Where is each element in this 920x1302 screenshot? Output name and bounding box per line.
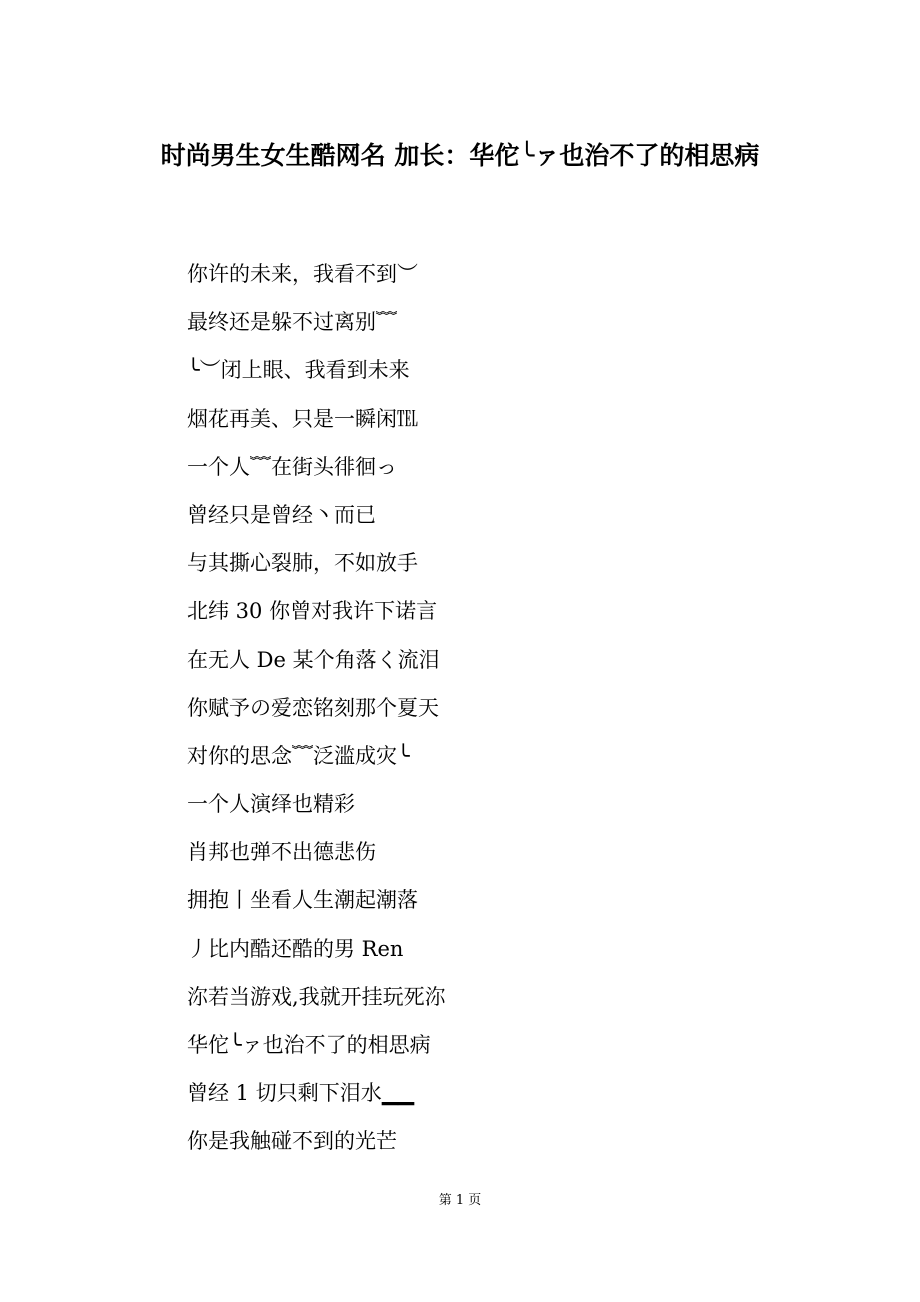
list-item: 对你的思念﹌泛滥成灾╰ — [187, 743, 410, 768]
list-item: 沵若当游戏,我就开挂玩死沵 — [187, 984, 446, 1009]
list-item: 肖邦也弹不出德悲伤 — [187, 840, 376, 865]
list-item: 曾经 1 切只剩下泪水▁▁ — [187, 1081, 415, 1106]
list-item: ╰︶闭上眼、我看到未来 — [187, 358, 410, 383]
list-item: 你赋予の爱恋铭刻那个夏天 — [187, 695, 439, 720]
list-item: 丿比内酷还酷的男 Ren — [187, 936, 404, 961]
list-item: 在无人 De 某个角落く流泪 — [187, 647, 440, 672]
list-item: 拥抱丨坐看人生潮起潮落 — [187, 888, 418, 913]
list-item: 最终还是躲不过离别﹌ — [187, 310, 397, 335]
document-title: 时尚男生女生酷网名 加长：华佗╰ァ也治不了的相思病 — [160, 141, 760, 170]
list-item: 华佗╰ァ也治不了的相思病 — [187, 1033, 431, 1057]
list-item: 一个人﹌在街头徘徊っ — [187, 454, 397, 479]
list-item: 你许的未来，我看不到︶ — [187, 262, 418, 286]
nickname-list — [187, 250, 446, 1166]
list-item: 一个人演绎也精彩 — [187, 792, 355, 817]
list-item: 曾经只是曾经丶而已 — [187, 502, 376, 527]
list-item: 你是我触碰不到的光芒 — [187, 1129, 397, 1154]
list-item: 烟花再美、只是一瞬闲℡ — [187, 406, 418, 431]
list-item: 与其撕心裂肺，不如放手 — [187, 551, 418, 576]
list-item: 北纬 30 你曾对我许下诺言 — [187, 599, 438, 624]
page-number: 第 1 页 — [438, 1193, 482, 1208]
